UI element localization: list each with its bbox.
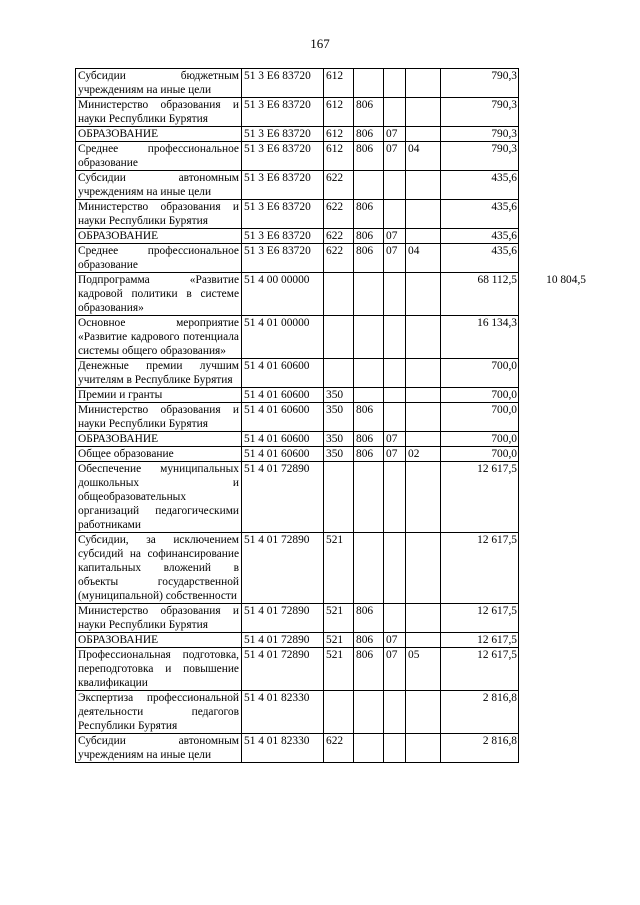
page-number: 167 [310,36,330,51]
row-section-cell [384,359,406,388]
table-row [76,359,587,388]
row-expense-type-cell: 622 [324,229,354,244]
row-code-cell: 51 4 01 60600 [242,403,324,432]
row-expense-type-cell: 612 [324,142,354,171]
budget-table [75,68,587,763]
row-amount-cell: 12 617,5 [441,633,519,648]
row-subsection-cell [406,462,441,533]
row-name-cell: ОБРАЗОВАНИЕ [76,127,242,142]
table-row [76,200,587,229]
table-row [76,432,587,447]
row-amount-cell: 700,0 [441,447,519,462]
row-name-cell: ОБРАЗОВАНИЕ [76,633,242,648]
row-subsection-cell [406,98,441,127]
row-name-cell: Премии и гранты [76,388,242,403]
row-amount-cell: 12 617,5 [441,604,519,633]
row-expense-type-cell [324,316,354,359]
row-amount-extra-cell [519,171,587,200]
row-expense-type-cell [324,359,354,388]
table-row [76,142,587,171]
table-row [76,171,587,200]
row-section-cell [384,462,406,533]
row-subsection-cell [406,200,441,229]
row-code-cell: 51 4 01 72890 [242,648,324,691]
row-expense-type-cell: 612 [324,98,354,127]
row-code-cell: 51 3 Е6 83720 [242,200,324,229]
row-code-cell: 51 4 01 82330 [242,734,324,763]
row-expense-type-cell: 612 [324,127,354,142]
row-subsection-cell: 04 [406,244,441,273]
row-subsection-cell: 05 [406,648,441,691]
row-subsection-cell [406,273,441,316]
row-expense-type-cell [324,691,354,734]
row-amount-extra-cell [519,648,587,691]
row-code-cell: 51 4 01 60600 [242,359,324,388]
table-row [76,127,587,142]
row-ministry-cell [354,171,384,200]
row-ministry-cell: 806 [354,142,384,171]
row-amount-cell: 2 816,8 [441,734,519,763]
table-row [76,388,587,403]
row-subsection-cell [406,533,441,604]
row-expense-type-cell: 350 [324,432,354,447]
row-ministry-cell [354,388,384,403]
row-ministry-cell: 806 [354,127,384,142]
row-name-cell: Среднее профессиональное образование [76,244,242,273]
row-expense-type-cell [324,273,354,316]
row-amount-extra-cell [519,403,587,432]
row-code-cell: 51 4 01 60600 [242,447,324,462]
row-section-cell [384,604,406,633]
table-row [76,403,587,432]
row-amount-extra-cell [519,316,587,359]
row-name-cell: Субсидии автономным учреждениям на иные цели [76,171,242,200]
row-expense-type-cell: 350 [324,403,354,432]
row-amount-cell: 435,6 [441,244,519,273]
row-amount-cell: 700,0 [441,432,519,447]
row-name-cell: Министерство образования и науки Республики Бурятия [76,200,242,229]
row-section-cell: 07 [384,633,406,648]
row-code-cell: 51 4 01 72890 [242,633,324,648]
row-name-cell: Субсидии бюджетным учреждениям на иные цели [76,69,242,98]
row-expense-type-cell: 350 [324,388,354,403]
row-section-cell [384,403,406,432]
row-name-cell: Общее образование [76,447,242,462]
row-ministry-cell: 806 [354,244,384,273]
row-amount-extra-cell [519,533,587,604]
row-expense-type-cell [324,462,354,533]
row-subsection-cell [406,403,441,432]
row-section-cell: 07 [384,447,406,462]
row-ministry-cell: 806 [354,200,384,229]
row-ministry-cell [354,69,384,98]
row-ministry-cell: 806 [354,432,384,447]
table-row [76,244,587,273]
row-ministry-cell [354,691,384,734]
row-name-cell: Обеспечение муниципальных дошкольных и общеобразовательных организаций педагогическими работниками [76,462,242,533]
row-section-cell [384,734,406,763]
row-ministry-cell [354,316,384,359]
row-code-cell: 51 4 01 72890 [242,604,324,633]
row-code-cell: 51 4 01 60600 [242,388,324,403]
table-row [76,604,587,633]
row-subsection-cell: 02 [406,447,441,462]
row-code-cell: 51 4 01 72890 [242,462,324,533]
table-row [76,447,587,462]
row-amount-extra-cell [519,244,587,273]
table-row [76,69,587,98]
row-ministry-cell [354,462,384,533]
row-code-cell: 51 3 Е6 83720 [242,98,324,127]
row-subsection-cell [406,359,441,388]
row-amount-cell: 435,6 [441,229,519,244]
row-code-cell: 51 3 Е6 83720 [242,229,324,244]
row-code-cell: 51 4 01 60600 [242,432,324,447]
row-name-cell: Министерство образования и науки Республики Бурятия [76,403,242,432]
row-amount-extra-cell: 10 804,5 [546,273,586,286]
row-section-cell: 07 [384,244,406,273]
row-name-cell: Субсидии, за исключением субсидий на софинансирование капитальных вложений в объекты государственной (муниципальной) собственности [76,533,242,604]
row-amount-cell: 700,0 [441,359,519,388]
row-subsection-cell [406,734,441,763]
row-ministry-cell: 806 [354,604,384,633]
row-section-cell [384,98,406,127]
row-amount-cell: 68 112,5 [441,273,519,316]
row-name-cell: ОБРАЗОВАНИЕ [76,432,242,447]
row-amount-extra-cell [519,447,587,462]
row-name-cell: Профессиональная подготовка, переподготовка и повышение квалификации [76,648,242,691]
row-name-cell: Министерство образования и науки Республики Бурятия [76,98,242,127]
row-amount-cell: 2 816,8 [441,691,519,734]
row-code-cell: 51 3 Е6 83720 [242,244,324,273]
row-ministry-cell [354,273,384,316]
row-expense-type-cell: 612 [324,69,354,98]
row-amount-cell: 790,3 [441,127,519,142]
row-ministry-cell: 806 [354,633,384,648]
row-subsection-cell [406,127,441,142]
row-amount-cell: 790,3 [441,98,519,127]
row-code-cell: 51 4 01 72890 [242,533,324,604]
table-row [76,316,587,359]
row-subsection-cell [406,69,441,98]
row-name-cell: Экспертиза профессиональной деятельности педагогов Республики Бурятия [76,691,242,734]
row-amount-cell: 12 617,5 [441,462,519,533]
row-code-cell: 51 3 Е6 83720 [242,127,324,142]
row-name-cell: Министерство образования и науки Республики Бурятия [76,604,242,633]
row-amount-extra-cell [519,633,587,648]
row-amount-extra-cell [519,432,587,447]
row-amount-cell: 435,6 [441,171,519,200]
row-code-cell: 51 3 Е6 83720 [242,142,324,171]
row-amount-extra-cell [519,200,587,229]
table-row [76,98,587,127]
row-amount-extra-cell [519,462,587,533]
row-section-cell: 07 [384,229,406,244]
row-name-cell: Денежные премии лучшим учителям в Республике Бурятия [76,359,242,388]
row-amount-cell: 435,6 [441,200,519,229]
table-row [76,533,587,604]
row-subsection-cell [406,432,441,447]
row-ministry-cell: 806 [354,403,384,432]
row-section-cell [384,200,406,229]
row-amount-extra-cell [519,388,587,403]
row-expense-type-cell: 350 [324,447,354,462]
row-name-cell: Среднее профессиональное образование [76,142,242,171]
row-expense-type-cell: 521 [324,648,354,691]
row-amount-extra-cell [519,127,587,142]
row-subsection-cell [406,604,441,633]
row-section-cell: 07 [384,127,406,142]
row-expense-type-cell: 622 [324,734,354,763]
row-code-cell: 51 3 Е6 83720 [242,69,324,98]
row-subsection-cell [406,171,441,200]
row-amount-extra-cell [519,734,587,763]
row-section-cell [384,388,406,403]
table-row [76,734,587,763]
row-amount-extra-cell [519,142,587,171]
table-row [76,648,587,691]
row-expense-type-cell: 521 [324,533,354,604]
table-row [76,462,587,533]
row-amount-extra-cell [519,98,587,127]
row-code-cell: 51 4 01 00000 [242,316,324,359]
row-expense-type-cell: 521 [324,633,354,648]
row-amount-cell: 700,0 [441,403,519,432]
row-ministry-cell: 806 [354,98,384,127]
row-subsection-cell [406,691,441,734]
row-section-cell: 07 [384,432,406,447]
row-expense-type-cell: 622 [324,171,354,200]
row-ministry-cell [354,359,384,388]
row-ministry-cell: 806 [354,447,384,462]
row-expense-type-cell: 521 [324,604,354,633]
row-amount-extra-cell [519,604,587,633]
row-code-cell: 51 3 Е6 83720 [242,171,324,200]
row-name-cell: Основное мероприятие «Развитие кадрового потенциала системы общего образования» [76,316,242,359]
row-amount-extra-cell [519,691,587,734]
row-code-cell: 51 4 01 82330 [242,691,324,734]
row-amount-cell: 790,3 [441,142,519,171]
row-subsection-cell [406,633,441,648]
table-body [76,69,587,763]
row-amount-cell: 790,3 [441,69,519,98]
row-subsection-cell [406,388,441,403]
row-name-cell: Субсидии автономным учреждениям на иные цели [76,734,242,763]
row-ministry-cell: 806 [354,229,384,244]
row-amount-extra-cell [519,359,587,388]
table-row [76,633,587,648]
row-code-cell: 51 4 00 00000 [242,273,324,316]
row-subsection-cell [406,229,441,244]
row-expense-type-cell: 622 [324,244,354,273]
row-section-cell [384,316,406,359]
row-section-cell: 07 [384,648,406,691]
row-section-cell [384,69,406,98]
row-amount-cell: 700,0 [441,388,519,403]
row-section-cell: 07 [384,142,406,171]
row-section-cell [384,691,406,734]
row-amount-extra-cell [519,229,587,244]
table-row [76,273,587,316]
row-amount-cell: 12 617,5 [441,648,519,691]
table-row [76,229,587,244]
row-amount-cell: 12 617,5 [441,533,519,604]
row-expense-type-cell: 622 [324,200,354,229]
row-section-cell [384,533,406,604]
row-section-cell [384,273,406,316]
row-amount-cell: 16 134,3 [441,316,519,359]
row-name-cell: ОБРАЗОВАНИЕ [76,229,242,244]
row-ministry-cell [354,734,384,763]
row-section-cell [384,171,406,200]
row-ministry-cell: 806 [354,648,384,691]
row-subsection-cell [406,316,441,359]
row-amount-extra-cell [519,69,587,98]
row-subsection-cell: 04 [406,142,441,171]
row-name-cell: Подпрограмма «Развитие кадровой политики в системе образования» [76,273,242,316]
table-row [76,691,587,734]
row-ministry-cell [354,533,384,604]
